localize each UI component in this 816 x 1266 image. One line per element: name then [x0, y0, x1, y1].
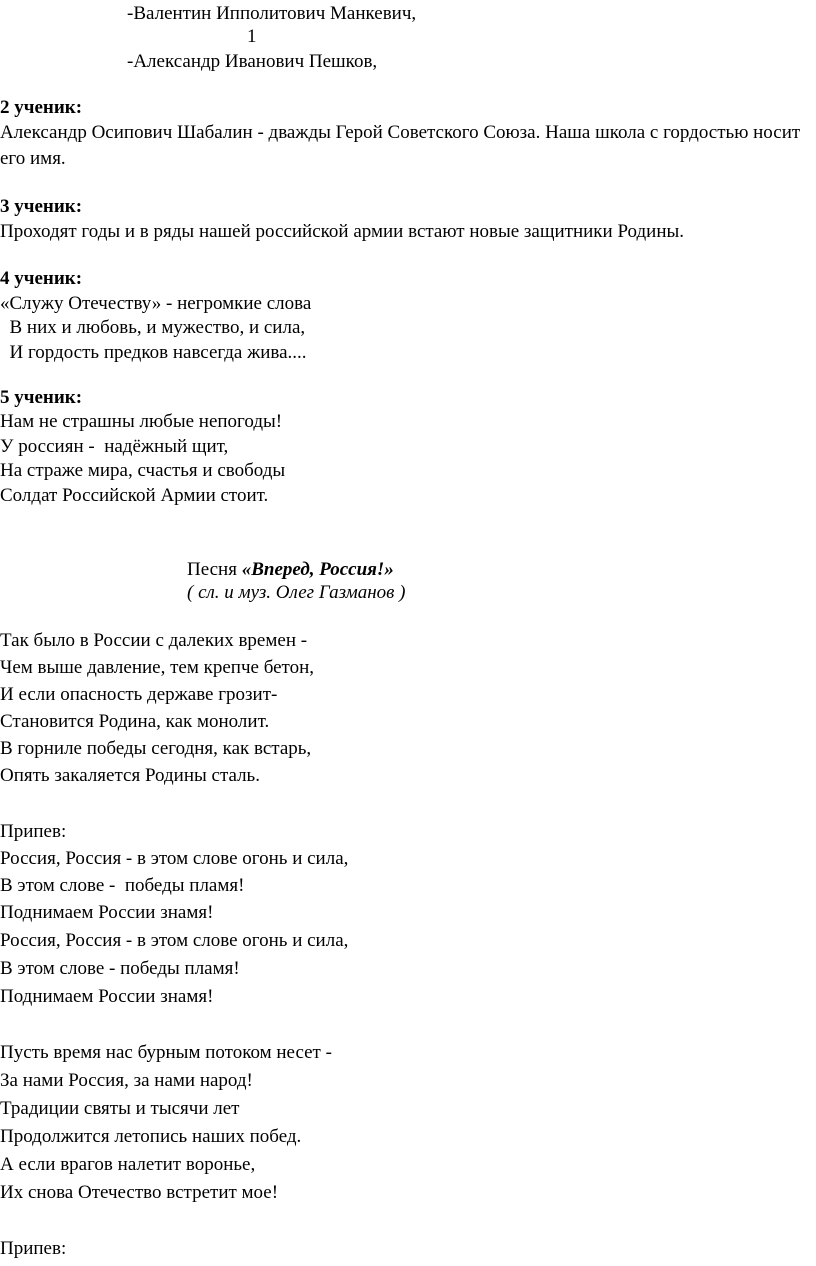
- student5-line: Нам не страшны любые непогоды!: [0, 411, 283, 432]
- student5-line: Солдат Российской Армии стоит.: [0, 485, 269, 506]
- student2-text: Александр Осипович Шабалин - дважды Герой Советского Союза. Наша школа с гордостью носит его имя.: [0, 122, 801, 169]
- chorus-line: Россия, Россия - в этом слове огонь и сила,: [0, 848, 349, 869]
- verse2-line: Традиции святы и тысячи лет: [0, 1098, 240, 1119]
- student5-heading: 5 ученик:: [0, 387, 83, 408]
- verse1-line: Опять закаляется Родины сталь.: [0, 765, 260, 786]
- student4-line: В них и любовь, и мужество, и сила,: [0, 317, 306, 338]
- verse1-line: Становится Родина, как монолит.: [0, 711, 270, 732]
- verse2-line: Продолжится летопись наших побед.: [0, 1126, 302, 1147]
- student5-line: На страже мира, счастья и свободы: [0, 460, 286, 481]
- intro-line-2: -Александр Иванович Пешков,: [127, 51, 378, 72]
- chorus-line: Поднимаем России знамя!: [0, 902, 214, 923]
- verse1-line: Чем выше давление, тем крепче бетон,: [0, 657, 315, 678]
- student3-heading: 3 ученик:: [0, 196, 83, 217]
- intro-line-1: -Валентин Ипполитович Манкевич,: [127, 3, 417, 24]
- chorus-line: В этом слове - победы пламя!: [0, 875, 245, 896]
- verse2-line: Пусть время нас бурным потоком несет -: [0, 1042, 332, 1063]
- student3-text: Проходят годы и в ряды нашей российской армии встают новые защитники Родины.: [0, 221, 685, 242]
- student2-heading: 2 ученик:: [0, 97, 83, 118]
- student5-line: У россиян - надёжный щит,: [0, 436, 229, 457]
- student4-heading: 4 ученик:: [0, 268, 83, 289]
- verse2-line: За нами Россия, за нами народ!: [0, 1070, 253, 1091]
- page-number: 1: [247, 26, 257, 47]
- verse1-line: И если опасность державе грозит-: [0, 684, 278, 705]
- chorus-line: Россия, Россия - в этом слове огонь и сила,: [0, 930, 349, 951]
- chorus-line: Поднимаем России знамя!: [0, 986, 214, 1007]
- chorus-label-2: Припев:: [0, 1238, 67, 1259]
- song-credits: ( сл. и муз. Олег Газманов ): [187, 582, 406, 603]
- song-name: «Вперед, Россия!»: [241, 559, 394, 580]
- chorus-line: В этом слове - победы пламя!: [0, 958, 240, 979]
- verse1-line: В горниле победы сегодня, как встарь,: [0, 738, 312, 759]
- song-label: Песня: [187, 559, 242, 580]
- student4-line: «Служу Отечеству» - негромкие слова: [0, 293, 312, 314]
- verse2-line: А если врагов налетит воронье,: [0, 1154, 256, 1175]
- verse1-line: Так было в России с далеких времен -: [0, 630, 308, 651]
- student4-line: И гордость предков навсегда жива....: [0, 342, 307, 363]
- verse2-line: Их снова Отечество встретит мое!: [0, 1182, 279, 1203]
- chorus-label: Припев:: [0, 821, 67, 842]
